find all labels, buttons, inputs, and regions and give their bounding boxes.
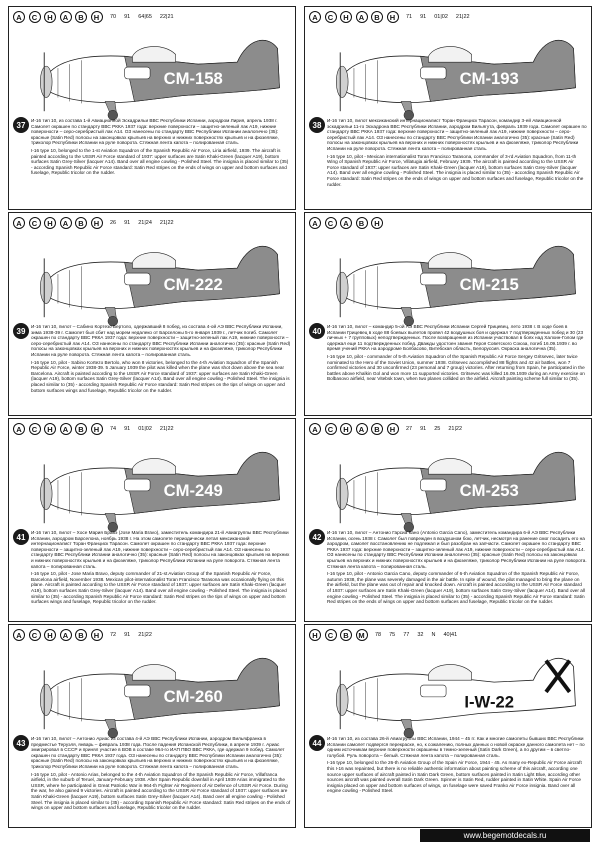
aircraft-drawing [311, 229, 589, 327]
decal-code: H [44, 217, 56, 229]
decal-number: 01|02 [434, 14, 448, 20]
profile-number-badge: 41 [13, 529, 29, 545]
decal-codes [13, 10, 182, 24]
profile-description [327, 324, 587, 412]
decal-number: 74 [110, 426, 117, 432]
decal-code: C [29, 423, 41, 435]
decal-code: A [356, 423, 368, 435]
decal-code: A [340, 217, 352, 229]
aircraft-profile [15, 23, 293, 121]
decal-code: H [387, 11, 399, 23]
tail-marking: CM-249 [163, 480, 223, 500]
description-en: I-16 type 10, pilot - Antonio Garcia Cano, deputy commander of 6-th Aviation Squadron of the Spanish Republic Air Force, autumn 1938, the plane was severely damaged in the air battle. In spite of wound, the pilot managed to bring the plane on the airfield, but the plane was out of repair and knocked down. Aircraft is painted according to the USSR Air Force standard of 1937: upper surfaces are Satin Khaki-Green (lacquer A19), bottom surfaces Satin Grey-Silver (lacquer A14). Band over all engine cowling - Polished Steel. The insignia is placed similar to (35) - according Spanish Republic Air Force standard: Satin Red stripes on the ends of wings on upper and bottom surfaces and fuselage, Republic tricolor on the rudder. [327, 571, 585, 605]
decal-code: H [340, 423, 352, 435]
profile-description [31, 736, 291, 824]
decal-number: N [431, 632, 436, 638]
decal-code: C [29, 217, 41, 229]
decal-number: 91 [420, 14, 427, 20]
aircraft-drawing [311, 641, 589, 739]
decal-code: B [340, 629, 352, 641]
profile-panel-39 [8, 212, 296, 416]
aircraft-drawing [15, 435, 293, 533]
tail-marking: CM-260 [163, 686, 223, 706]
decal-code: B [356, 217, 368, 229]
decal-codes [309, 10, 478, 24]
decal-number: 75 [389, 632, 396, 638]
decal-number: 91 [124, 220, 131, 226]
decal-number: 25 [434, 426, 441, 432]
decal-code: H [44, 423, 56, 435]
decal-code: C [325, 217, 337, 229]
decal-code: H [91, 423, 103, 435]
aircraft-profile [311, 641, 589, 739]
decal-code: M [356, 629, 368, 641]
decal-code: A [309, 11, 321, 23]
decal-code: A [13, 629, 25, 641]
profile-panel-38 [304, 6, 592, 210]
decal-number: 64|65 [138, 14, 152, 20]
decal-code: H [91, 11, 103, 23]
decal-codes [13, 422, 182, 436]
decal-code: A [60, 629, 72, 641]
decal-number: 91 [420, 426, 427, 432]
decal-codes [309, 628, 465, 642]
decal-number: 70 [110, 14, 117, 20]
profile-panel-40 [304, 212, 592, 416]
aircraft-profile [311, 23, 589, 121]
aircraft-profile [15, 229, 293, 327]
profile-number-badge: 40 [309, 323, 325, 339]
decal-number: 21|22 [455, 14, 470, 20]
description-en: I-16 type 10, pilot - Sabino Kortezo Bertolo, who won 8 victories, belonged to the 4-th Aviation Squadron of the Spanish Republic Air Force, winter 1938-39. 5 January 1939 the pilot was killed when the plane was shot down above the sea near Barcelona. Aircraft is painted according to the USSR Air Force standard of 1937: upper surfaces are Satin Khaki-Green (lacquer A19), bottom surfaces Satin Grey-Silver (lacquer A14). Band over all engine cowling - Polished Steel. The insignia is placed similar to (35) - according Spanish Republic Air Force standard: Satin Red stripes on the tips of wings on upper and bottom surfaces wings and fuselage, Republic tricolor on the rudder. [31, 359, 290, 393]
decal-code: H [91, 629, 103, 641]
profile-panel-42 [304, 418, 592, 622]
decal-code: A [309, 423, 321, 435]
decal-code: A [13, 217, 25, 229]
decal-code: C [325, 423, 337, 435]
decal-code: B [75, 423, 87, 435]
aircraft-profile [15, 641, 293, 739]
decal-code: B [371, 11, 383, 23]
profile-number-badge: 38 [309, 117, 325, 133]
description-ru: И-16 тип 10, пилот – Антонио Гарсиа Кано (Antonio Garcia Cano), заместитель командира 6-й АЭ ВВС Республики Испании, осень 1938 г. Самолет был поврежден в воздушном бою, летчик, несмотря на ранение смог посадить его на аэродром, самолет восстановлению не подлежал и был разобран на запчасти. Самолет окрашен по стандарту ВВС РККА 1937 года: верхние поверхности – защитно-зеленый лак А19, нижние поверхности – серо-серебристый лак А14. ОЗ нанесены по стандарту ВВС Республики Испании аналогично (35): красные (Satin Red) полосы на законцовках крыльев на верхних и нижних поверхностях крыльев и на фюзеляже, триколор Республики Испании на руле поворота. Стяжная лента капота – полированная сталь. [327, 530, 587, 569]
decal-number: 91 [124, 14, 131, 20]
description-en: I-16 type 10, belonged to the 26-th Aviation Group of the Spain Air Force, 1944 - 45. As many ex-Republic Air Force aircraft this I-16 was repainted, but there is no reliable authentic information about painting scheme of this aircraft, according one source upper surfaces of aircraft painted in Satin Dark Green, bottom surfaces painted in Satin Light Blue, according other sources aircraft was painted overall Satin Dark Green. Spinner is Satin Red, rudder painted in Satin White. Spain Air Force insignia placed on upper and bottom surfaces of wings, on fuselage were saved Franko Air Force insignia. Band over all engine cowling - Polished Steel. [327, 760, 582, 794]
decal-number: 71 [406, 14, 413, 20]
decal-number: 22|21 [159, 14, 174, 20]
decal-code: A [309, 217, 321, 229]
tail-marking: CM-253 [459, 480, 519, 500]
description-ru: И-16 тип 10, пилот – командир 5-ой АЭ ВВС Республики Испании Сергей Грицевец, лето 1938 г. В ходе боев в Испании Грицевец в ходе 88 боевых вылетов провел 42 воздушных боя и одержал 7 подтвержденных побед и 30 (23 личных + 7 групповых) неподтвержденных. После возвращения из Испании участвовал в боях над Халхин-Голом где одержал еще 11 подтвержденных побед. Дважды удостоен звания Героя Советского Союза, погиб 16.09.1939 г. во время учений РККА на аэродроме Болбасово, Витебская область, Белоруссия. Окраска аналогична (35). [327, 324, 584, 352]
decal-number: 21|22 [159, 426, 174, 432]
aircraft-drawing [15, 229, 293, 327]
profile-number-badge: 44 [309, 735, 325, 751]
decal-code: H [371, 217, 383, 229]
description-ru: И-16 тип 10, из состава 1-й Авиационной Эскадрильи ВВС Республики Испании, аэродром Лирия, апрель 1938 г. Самолет окрашен по стандарту ВВС РККА 1937 года: верхние поверхности – защитно-зеленый лак А19, нижние поверхности – серо-серебристый лак А14. ОЗ нанесены по стандарту ВВС Республики Испании аналогично (35): красные (Satin Red) полосы на законцовках крыльев на верхних и нижних поверхностях крыльев и на фюзеляже, триколор Республики Испании на руле поворота. Стяжная лента капота – полированная сталь. [31, 118, 279, 146]
description-en: I-16 type 10, pilot - commander of 5-th Aviation Squadron of the Spanish Republic Air Force Sergey Gritsevec, later twice nominated to the Hero of the Soviet Union, summer 1938. Gritsevec accomplished 88 flights and 42 air battles, won 7 confirmed victories and 30 unconfirmed (23 personal and 7 group) victories. After returning from Spain, he participated in the battles above Khalkin Gol and won more 11 supported victories. Gritsevec was killed 16.09.1939 during an Army exercise on Bolbasovo airfield, near Vitebsk town, when two planes collided on the airfield. Aircraft painting scheme full similar to (35). [327, 353, 585, 382]
description-ru: И-16 тип 10, пилот – Сабино Кортезо Бертоло, одержавший 8 побед, из состава 4-ой АЭ ВВС Республики Испании, зима 1938-39 г. Самолет был сбит над морем недалеко от Барселоны 5-го января 1939 г., летчик погиб. Самолет окрашен по стандарту ВВС РККА 1937 года: верхние поверхности – защитно-зеленый лак А19, нижние поверхности – серо-серебристый лак А14. ОЗ нанесены по стандарту ВВС Республики Испании аналогично (35): красные (Satin Red) полосы на законцовках крыльев на верхних и нижних поверхностях крыльев и на фюзеляже, триколор Республики Испании на руле поворота. Стяжная лента капота – полированная сталь. [31, 324, 291, 357]
decal-number: 32 [417, 632, 424, 638]
decal-numbers [110, 14, 182, 20]
aircraft-profile [15, 435, 293, 533]
profile-description [327, 118, 587, 206]
decal-code: A [60, 423, 72, 435]
tail-marking: CM-215 [459, 274, 519, 294]
decal-code: H [340, 11, 352, 23]
profile-number-badge: 37 [13, 117, 29, 133]
aircraft-drawing [311, 435, 589, 533]
description-ru: И-16 тип 10, пилот – Антонио Ариас из состава 4-й АЭ ВВС Республики Испании, аэродром Вильяфранка в предместье Теруэля, январь – февраль 1938 года. После падения Испанской Республики, в апреле 1939 г. Ариас эмигрировал в СССР и принял участие в ВОВ в составе 964-го ИАП ПВО ВВС РККА, где одержал 9 побед. Самолет окрашен по стандарту ВВС РККА 1937 года. ОЗ нанесены по стандарту ВВС Республики Испании аналогично (35): красные (Satin Red) полосы на законцовках крыльев на верхних и нижних поверхностях крыльев и на фюзеляже, триколор Республики Испании на руле поворота. Стяжная лента капота – полированная сталь. [31, 736, 285, 769]
decal-code: A [13, 423, 25, 435]
profile-panel-41 [8, 418, 296, 622]
aircraft-drawing [15, 23, 293, 121]
profiles-grid [8, 6, 592, 828]
fuselage-marking: I-W-22 [464, 692, 515, 712]
profile-description [31, 530, 291, 618]
profile-number-badge: 42 [309, 529, 325, 545]
decal-code: C [325, 629, 337, 641]
decal-code: H [44, 11, 56, 23]
description-ru: И-16 тип 10, из состава 26-й Авиагруппы ВВС Испании, 1944 – 45 гг. Как и многие самолеты бывших ВВС Республики Испании самолет подвергся перекраске, но, к сожалению, полных данных о новой окраске данного самолета нет – по одним источникам верхние поверхности окрашены в темно-зеленый (Satin Dark Green), а по другим – в светло-голубой. Руль поворота – белый. Стяжная лента капота – полированная сталь. [327, 736, 585, 758]
profile-description [31, 324, 291, 412]
decal-code: C [29, 11, 41, 23]
decal-codes [13, 216, 182, 230]
aircraft-profile [311, 435, 589, 533]
tail-marking: CM-222 [163, 274, 223, 294]
decal-numbers [110, 220, 182, 226]
tail-marking: CM-158 [163, 68, 223, 88]
profile-panel-43 [8, 624, 296, 828]
aircraft-drawing [311, 23, 589, 121]
decal-number: 21|24 [138, 220, 152, 226]
decal-numbers [110, 426, 182, 432]
profile-number-badge: 39 [13, 323, 29, 339]
decal-code: A [60, 217, 72, 229]
description-en: I-16 type 10, pilot - Jose Maria Bravo, deputy commander of 21-st Aviation Group of the Spanish Republic Air Force, Barcelona airfield, November 1938. Mexican pilot-internationalist Toran Francisco Tarasona was occasionally flying on this plane. Aircraft is painted according to the USSR Air Force standard of 1937: upper surfaces are Satin Khaki-Green (lacquer A19), bottom surfaces Satin Grey-Silver (lacquer A14). Band over all engine cowling - Polished Steel. The insignia is placed similar to (35) - according Spanish Republic Air Force standard: Satin Red stripes on the tips of wings on upper and bottom surfaces wings and fuselage, Republic tricolor on the rudder. [31, 571, 287, 605]
profile-panel-44 [304, 624, 592, 828]
aircraft-drawing [15, 641, 293, 739]
decal-codes [309, 216, 387, 230]
decal-code: B [75, 629, 87, 641]
decal-code: B [371, 423, 383, 435]
description-en: I-16 type 10, pilot - Antonio Arias, belonged to the 4-th Aviation Squadron of the Spanish Republic Air Force, Villafranca airfield, in the suburb of Teruel, January-February 1938. After Spain Republic downfall in April 1939 Arias immigrated to the USSR, where he participated in Great Patriotic War in 964-th Fighter Air Regiment of Air Defence of USSR Air Force. During the war, he also gained 9 victories. Aircraft is painted according to the USSR Air Force standard of 1937: upper surfaces are Satin Khaki-Green (lacquer A19), bottom surfaces Satin Grey-Silver (lacquer A14). Band over all engine cowling - Polished Steel. The insignia is placed similar to (35) - according Spanish Republic Air Force standard: Satin Red stripes on the ends of wings on upper and bottom surfaces and fuselage, Republic tricolor on the rudder. [31, 771, 291, 811]
decal-code: H [44, 629, 56, 641]
description-ru: И-16 тип 10, пилот – Хосе Мария Бравэ (Jose Maria Bravo), заместитель командира 21-й Авиагруппы ВВС Республики Испании, аэродром Барселона, ноябрь 1938 г. На этом самолете периодически летал мексиканский интернационалист Торан Франциск Тарасон. Самолет окрашен по стандарту ВВС РККА 1937 года: верхние поверхности – защитно-зеленый лак А19, нижние поверхности – серо-серебристый лак А14. ОЗ нанесены по стандарту ВВС Республики Испании аналогично (35): красные (Satin Red) полосы на законцовках крыльев на верхних и нижних поверхностях крыльев и на фюзеляже, триколор Республики Испании на руле поворота. Стяжная лента капота – полированная сталь. [31, 530, 290, 569]
decal-number: 40|41 [443, 632, 458, 638]
decal-number: 21|22 [138, 632, 152, 638]
aircraft-profile [311, 229, 589, 327]
decal-number: 21|22 [448, 426, 463, 432]
decal-number: 77 [403, 632, 410, 638]
description-en: I-16 type 10, pilot - Mexican internationalist Toran Francisco Tarasona, commander of 3-rd Aviation Squadron, from 11-th Wing of Spanish Republic Air Force, Villatugia airfield, February 1939. The aircraft is painted according to the USSR Air Force standard of 1937: upper surfaces are Satin Khaki-Green (lacquer A19), bottom surfaces Satin Grey-Silver (lacquer A14). Band over all engine cowling - Polished Steel. The insignia is placed similar to (35) - according Spanish Republic Air Force standard: Satin Red stripes on the ends of wings on upper and bottom surfaces and fuselage, Republic tricolor on the rudder. [327, 153, 584, 187]
description-en: I-16 type 10, belonged to the 1-st Aviation Squadron of the Spanish Republic Air Force, Liria airfield, 1939. The aircraft is painted according to the USSR Air Force standard of 1937: upper surfaces are Satin Khaki-Green (lacquer A19), bottom surfaces Satin Grey-Silver (lacquer A14). Band over all engine cowling - Polished Steel. The insignia is placed similar to (35) - according Spanish Republic Air Force standard: Satin Red stripes on the ends of wings on upper and bottom surfaces and fuselage, Republic tricolor on the rudder. [31, 147, 289, 176]
profile-description [31, 118, 291, 206]
site-url-footer: www.begemotdecals.ru [420, 829, 590, 842]
decal-code: C [29, 629, 41, 641]
decal-numbers [110, 632, 160, 638]
decal-number: 91 [124, 632, 131, 638]
decal-code: A [13, 11, 25, 23]
description-ru: И-16 тип 10, пилот мексиканский интернационалист Торан Франциск Тарасон, командир 3-ей Авиационной эскадрильи 11-го Эскадрона ВВС Республики Испании, аэродром Вильягута, февраль 1939 года. Самолет окрашен по стандарту ВВС РККА 1937 года: верхние поверхности – защитно-зеленый лак А19, нижние поверхности – серо-серебристый лак А14. ОЗ нанесены по стандарту ВВС Республики Испании аналогично (35): красные (Satin Red) полосы на законцовках крыльев на верхних и нижних поверхностях крыльев и на фюзеляже, триколор Республики Испании на руле поворота. Стяжная лента капота – полированная сталь. [327, 118, 587, 151]
decal-numbers [406, 14, 478, 20]
decal-number: 72 [110, 632, 117, 638]
decal-code: A [60, 11, 72, 23]
decal-number: 01|02 [138, 426, 152, 432]
decal-codes [309, 422, 470, 436]
decal-codes [13, 628, 160, 642]
profile-description [327, 530, 587, 618]
decal-number: 26 [110, 220, 117, 226]
profile-description [327, 736, 587, 824]
decal-numbers [375, 632, 465, 638]
decal-number: 78 [375, 632, 382, 638]
decal-code: A [356, 11, 368, 23]
decal-code: H [309, 629, 321, 641]
decal-number: 27 [406, 426, 413, 432]
decal-code: B [75, 11, 87, 23]
profile-panel-37 [8, 6, 296, 210]
profile-number-badge: 43 [13, 735, 29, 751]
tail-marking: CM-193 [459, 68, 519, 88]
decal-number: 21|22 [159, 220, 174, 226]
decal-code: C [325, 11, 337, 23]
decal-code: H [91, 217, 103, 229]
decal-code: H [387, 423, 399, 435]
decal-code: B [75, 217, 87, 229]
decal-numbers [406, 426, 470, 432]
decal-number: 91 [124, 426, 131, 432]
